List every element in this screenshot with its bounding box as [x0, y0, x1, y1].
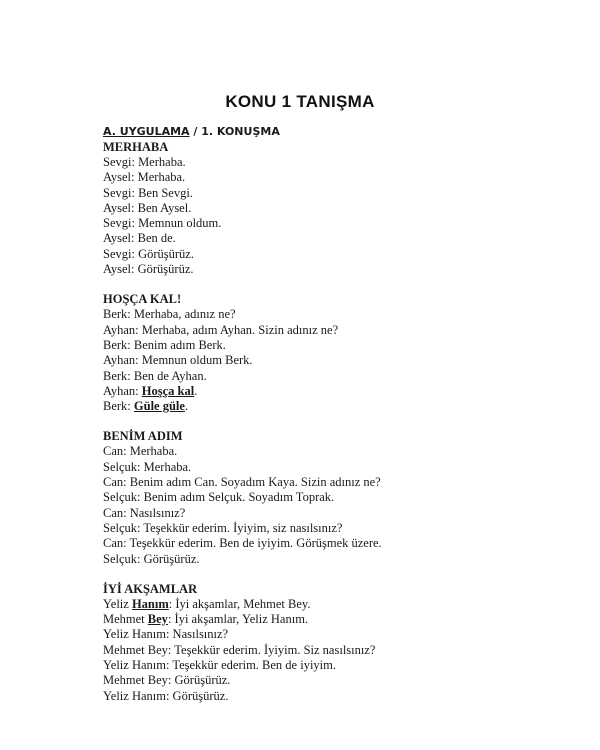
- emphasized-phrase: Hanım: [131, 596, 169, 611]
- line-text: Berk: Merhaba, adınız ne?: [103, 307, 236, 322]
- line-text: Selçuk: Merhaba.: [103, 459, 192, 474]
- line-text: Sevgi: Ben Sevgi.: [103, 185, 193, 200]
- line-text: Selçuk: Görüşürüz.: [103, 551, 200, 566]
- dialogue-line: [103, 673, 573, 688]
- dialogue-section: [103, 429, 573, 566]
- dialogue-line: [103, 338, 573, 353]
- dialogue-line: [103, 552, 573, 567]
- dialogue-line: [103, 444, 573, 459]
- dialogue-line: [103, 262, 573, 277]
- dialogue-line: [103, 155, 573, 170]
- dialogue-sections: [103, 140, 573, 704]
- unit-heading: [103, 124, 573, 140]
- dialogue-section: [103, 582, 573, 704]
- line-text: Selçuk: Teşekkür ederim. İyiyim, siz nasılsınız?: [103, 520, 343, 535]
- dialogue-line: [103, 612, 573, 627]
- line-text: Mehmet Bey: Teşekkür ederim. İyiyim. Siz nasılsınız?: [103, 642, 376, 657]
- line-text: Berk: Benim adım Berk.: [103, 337, 226, 352]
- dialogue-line: [103, 399, 573, 414]
- line-text: Sevgi: Memnun oldum.: [103, 216, 222, 231]
- unit-separator: /: [189, 125, 202, 138]
- line-text: Mehmet Bey: Görüşürüz.: [103, 673, 231, 688]
- dialogue-line: [103, 627, 573, 642]
- dialogue-line: [103, 506, 573, 521]
- line-text: Aysel: Ben de.: [103, 231, 176, 246]
- section-title: MERHABA: [103, 140, 169, 154]
- dialogue-line: [103, 460, 573, 475]
- line-text: Yeliz Hanım: Görüşürüz.: [103, 688, 229, 703]
- line-text: Can: Merhaba.: [103, 444, 178, 459]
- line-text: Aysel: Merhaba.: [103, 170, 186, 185]
- line-text: Can: Nasılsınız?: [103, 505, 186, 520]
- dialogue-line: [103, 201, 573, 216]
- dialogue-line: [103, 521, 573, 536]
- dialogue-line: [103, 247, 573, 262]
- dialogue-line: [103, 490, 573, 505]
- dialogue-line: [103, 369, 573, 384]
- dialogue-line: [103, 475, 573, 490]
- dialogue-line: [103, 384, 573, 399]
- section-title: İYİ AKŞAMLAR: [103, 581, 198, 596]
- line-text: Can: Teşekkür ederim. Ben de iyiyim. Görüşmek üzere.: [103, 536, 382, 551]
- dialogue-line: [103, 658, 573, 673]
- dialogue-line: [103, 597, 573, 612]
- dialogue-section: [103, 292, 573, 414]
- section-title: HOŞÇA KAL!: [103, 292, 182, 307]
- document-content: [103, 124, 573, 704]
- line-text: Berk: Ben de Ayhan.: [103, 368, 207, 383]
- dialogue-section: [103, 140, 573, 277]
- line-text: Yeliz Hanım: Nasılsınız?: [103, 627, 229, 642]
- line-text: Ayhan:: [103, 383, 142, 398]
- dialogue-line: [103, 307, 573, 322]
- section-title: BENİM ADIM: [103, 429, 183, 444]
- line-text: .: [184, 399, 189, 414]
- dialogue-line: [103, 323, 573, 338]
- line-text: Aysel: Görüşürüz.: [103, 262, 194, 277]
- emphasized-phrase: Güle güle: [133, 399, 185, 414]
- line-text: .: [194, 383, 198, 398]
- line-text: Ayhan: Merhaba, adım Ayhan. Sizin adınız ne?: [103, 322, 339, 337]
- unit-part-b: 1. KONUŞMA: [201, 125, 280, 138]
- line-text: Aysel: Ben Aysel.: [103, 200, 192, 215]
- dialogue-line: [103, 643, 573, 658]
- dialogue-line: [103, 353, 573, 368]
- line-text: Sevgi: Merhaba.: [103, 155, 186, 169]
- line-text: Can: Benim adım Can. Soyadım Kaya. Sizin adınız ne?: [103, 475, 381, 490]
- dialogue-line: [103, 231, 573, 246]
- line-text: Ayhan: Memnun oldum Berk.: [103, 353, 253, 368]
- dialogue-line: [103, 216, 573, 231]
- line-text: Yeliz: [103, 596, 132, 611]
- line-text: : İyi akşamlar, Mehmet Bey.: [168, 596, 311, 611]
- line-text: Yeliz Hanım: Teşekkür ederim. Ben de iyiyim.: [103, 658, 337, 673]
- dialogue-line: [103, 186, 573, 201]
- emphasized-phrase: Bey: [147, 612, 168, 627]
- line-text: : İyi akşamlar, Yeliz Hanım.: [167, 612, 309, 627]
- line-text: Selçuk: Benim adım Selçuk. Soyadım Toprak.: [103, 490, 335, 505]
- dialogue-line: [103, 170, 573, 185]
- dialogue-line: [103, 689, 573, 704]
- dialogue-line: [103, 536, 573, 551]
- unit-part-a: A. UYGULAMA: [103, 125, 190, 138]
- emphasized-phrase: Hoşça kal: [141, 383, 195, 398]
- line-text: Mehmet: [103, 612, 148, 627]
- line-text: Berk:: [103, 399, 134, 414]
- page-title: KONU 1 TANIŞMA: [225, 92, 375, 111]
- line-text: Sevgi: Görüşürüz.: [103, 246, 194, 261]
